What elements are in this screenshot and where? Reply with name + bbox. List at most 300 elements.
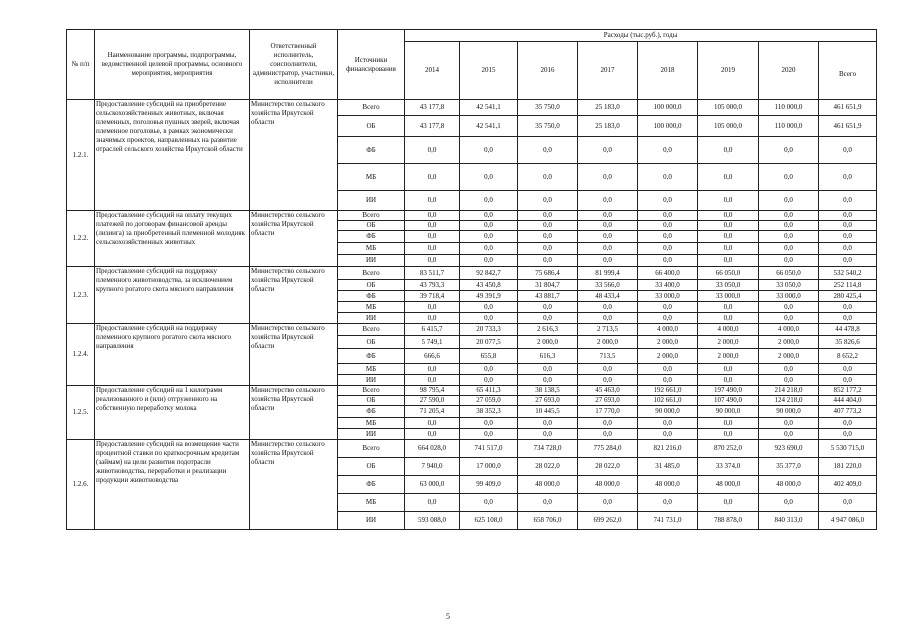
- amount-cell: 10 445,5: [518, 406, 578, 418]
- funding-source: ИИ: [338, 191, 405, 211]
- amount-cell: 0,0: [405, 313, 460, 324]
- amount-cell: 0,0: [405, 137, 460, 164]
- header-year: 2018: [638, 42, 698, 100]
- amount-cell: 43 177,8: [405, 100, 460, 116]
- amount-cell: 100 000,0: [638, 116, 698, 137]
- amount-cell: 27 693,0: [518, 396, 578, 406]
- amount-cell: 107 490,0: [698, 396, 759, 406]
- funding-source: ОБ: [338, 221, 405, 231]
- amount-cell: 0,0: [460, 429, 518, 440]
- funding-source: ИИ: [338, 313, 405, 324]
- amount-cell: 2 000,0: [518, 336, 578, 349]
- funding-source: ИИ: [338, 512, 405, 530]
- amount-cell: 741 731,0: [638, 512, 698, 530]
- amount-cell: 0,0: [405, 494, 460, 512]
- header-year: 2017: [578, 42, 638, 100]
- amount-cell: 0,0: [518, 243, 578, 255]
- amount-cell: 0,0: [460, 302, 518, 313]
- amount-cell: 666,6: [405, 349, 460, 364]
- responsible-executor: Министерство сельского хозяйства Иркутской области: [250, 267, 338, 324]
- measure-name: Предоставление субсидий на поддержку племенного крупного рогатого скота мясного направления: [95, 324, 250, 386]
- amount-cell: 734 728,0: [518, 440, 578, 458]
- amount-cell: 48 000,0: [578, 476, 638, 494]
- amount-cell: 0,0: [698, 191, 759, 211]
- total-cell: 461 651,9: [819, 116, 877, 137]
- amount-cell: 923 690,0: [759, 440, 819, 458]
- amount-cell: 2 000,0: [698, 336, 759, 349]
- amount-cell: 27 059,0: [460, 396, 518, 406]
- header-year: 2015: [460, 42, 518, 100]
- amount-cell: 0,0: [638, 375, 698, 386]
- amount-cell: 775 284,0: [578, 440, 638, 458]
- amount-cell: 0,0: [759, 429, 819, 440]
- amount-cell: 0,0: [518, 211, 578, 221]
- amount-cell: 31 485,0: [638, 458, 698, 476]
- amount-cell: 0,0: [405, 364, 460, 375]
- amount-cell: 0,0: [698, 313, 759, 324]
- amount-cell: 0,0: [759, 255, 819, 267]
- amount-cell: 0,0: [578, 375, 638, 386]
- amount-cell: 35 750,0: [518, 100, 578, 116]
- amount-cell: 0,0: [405, 243, 460, 255]
- funding-source: ФБ: [338, 291, 405, 302]
- amount-cell: 90 000,0: [759, 406, 819, 418]
- total-cell: 0,0: [819, 375, 877, 386]
- amount-cell: 33 000,0: [759, 291, 819, 302]
- header-num: № п/п: [67, 30, 95, 100]
- amount-cell: 48 000,0: [638, 476, 698, 494]
- amount-cell: 870 252,0: [698, 440, 759, 458]
- amount-cell: 33 566,0: [578, 280, 638, 291]
- funding-source: МБ: [338, 364, 405, 375]
- funding-source: Всего: [338, 100, 405, 116]
- amount-cell: 655,8: [460, 349, 518, 364]
- total-cell: 44 478,8: [819, 324, 877, 336]
- amount-cell: 25 183,0: [578, 100, 638, 116]
- total-cell: 461 651,9: [819, 100, 877, 116]
- amount-cell: 0,0: [638, 137, 698, 164]
- funding-source: МБ: [338, 418, 405, 429]
- measure-name: Предоставление субсидий на 1 килограмм реализованного и (или) отгруженного на собственную переработку молока: [95, 386, 250, 440]
- table-row: [67, 324, 877, 336]
- amount-cell: 0,0: [698, 231, 759, 243]
- measure-name: Предоставление субсидий на приобретение сельскохозяйственных животных, включая племенных, поголовья пушных зверей, включая племенное поголовье, в рамках экономически значимых проектов, направленных на развитие отраслей сельского хозяйства Иркутской области: [95, 100, 250, 211]
- amount-cell: 0,0: [578, 137, 638, 164]
- amount-cell: 48 433,4: [578, 291, 638, 302]
- amount-cell: 0,0: [638, 429, 698, 440]
- amount-cell: 48 000,0: [759, 476, 819, 494]
- amount-cell: 699 262,0: [578, 512, 638, 530]
- amount-cell: 0,0: [518, 302, 578, 313]
- amount-cell: 43 881,7: [518, 291, 578, 302]
- funding-source: МБ: [338, 243, 405, 255]
- amount-cell: 0,0: [578, 302, 638, 313]
- table-row: [67, 267, 877, 280]
- responsible-executor: Министерство сельского хозяйства Иркутской области: [250, 100, 338, 211]
- amount-cell: 110 000,0: [759, 100, 819, 116]
- amount-cell: 49 391,9: [460, 291, 518, 302]
- amount-cell: 63 000,0: [405, 476, 460, 494]
- amount-cell: 0,0: [405, 211, 460, 221]
- measure-name: Предоставление субсидий на оплату текущих платежей по договорам финансовой аренды (лизинга) за приобретенный племенной молодняк сельскохозяйственных животных: [95, 211, 250, 267]
- amount-cell: 840 313,0: [759, 512, 819, 530]
- amount-cell: 0,0: [405, 231, 460, 243]
- funding-source: ФБ: [338, 137, 405, 164]
- total-cell: 252 114,8: [819, 280, 877, 291]
- amount-cell: 27 693,0: [578, 396, 638, 406]
- total-cell: 852 177,2: [819, 386, 877, 396]
- amount-cell: 90 000,0: [698, 406, 759, 418]
- funding-source: ОБ: [338, 336, 405, 349]
- funding-source: ИИ: [338, 429, 405, 440]
- amount-cell: 0,0: [638, 243, 698, 255]
- table-row: [67, 386, 877, 396]
- amount-cell: 0,0: [405, 418, 460, 429]
- amount-cell: 39 718,4: [405, 291, 460, 302]
- amount-cell: 90 000,0: [638, 406, 698, 418]
- total-cell: 5 530 715,0: [819, 440, 877, 458]
- amount-cell: 0,0: [518, 255, 578, 267]
- amount-cell: 66 400,0: [638, 267, 698, 280]
- amount-cell: 42 541,1: [460, 100, 518, 116]
- total-cell: 35 826,6: [819, 336, 877, 349]
- amount-cell: 4 000,0: [759, 324, 819, 336]
- amount-cell: 0,0: [460, 191, 518, 211]
- total-cell: 407 773,2: [819, 406, 877, 418]
- amount-cell: 43 793,3: [405, 280, 460, 291]
- amount-cell: 0,0: [460, 255, 518, 267]
- amount-cell: 0,0: [518, 164, 578, 191]
- amount-cell: 2 000,0: [578, 336, 638, 349]
- budget-table: [66, 29, 877, 530]
- amount-cell: 0,0: [578, 231, 638, 243]
- amount-cell: 0,0: [518, 221, 578, 231]
- funding-source: ОБ: [338, 458, 405, 476]
- amount-cell: 28 022,0: [518, 458, 578, 476]
- total-cell: 0,0: [819, 137, 877, 164]
- total-cell: 0,0: [819, 231, 877, 243]
- funding-source: Всего: [338, 386, 405, 396]
- amount-cell: 0,0: [405, 255, 460, 267]
- funding-source: Всего: [338, 440, 405, 458]
- funding-source: ОБ: [338, 280, 405, 291]
- table-row: [67, 211, 877, 221]
- amount-cell: 0,0: [698, 429, 759, 440]
- amount-cell: 0,0: [759, 211, 819, 221]
- funding-source: ФБ: [338, 231, 405, 243]
- amount-cell: 0,0: [759, 221, 819, 231]
- amount-cell: 0,0: [578, 429, 638, 440]
- amount-cell: 0,0: [759, 191, 819, 211]
- amount-cell: 42 541,1: [460, 116, 518, 137]
- amount-cell: 0,0: [638, 364, 698, 375]
- amount-cell: 0,0: [759, 313, 819, 324]
- amount-cell: 0,0: [578, 364, 638, 375]
- amount-cell: 0,0: [460, 494, 518, 512]
- amount-cell: 0,0: [460, 364, 518, 375]
- amount-cell: 43 177,8: [405, 116, 460, 137]
- table-row: [67, 100, 877, 116]
- amount-cell: 2 000,0: [698, 349, 759, 364]
- amount-cell: 7 940,0: [405, 458, 460, 476]
- amount-cell: 0,0: [759, 418, 819, 429]
- funding-source: Всего: [338, 324, 405, 336]
- header-year: 2016: [518, 42, 578, 100]
- amount-cell: 664 028,0: [405, 440, 460, 458]
- amount-cell: 0,0: [460, 211, 518, 221]
- funding-source: ОБ: [338, 396, 405, 406]
- amount-cell: 0,0: [759, 302, 819, 313]
- amount-cell: 0,0: [638, 164, 698, 191]
- amount-cell: 124 218,0: [759, 396, 819, 406]
- total-cell: 0,0: [819, 255, 877, 267]
- amount-cell: 0,0: [460, 221, 518, 231]
- amount-cell: 25 183,0: [578, 116, 638, 137]
- funding-source: МБ: [338, 494, 405, 512]
- amount-cell: 0,0: [460, 164, 518, 191]
- page-number: 5: [446, 612, 450, 621]
- funding-source: ФБ: [338, 476, 405, 494]
- amount-cell: 0,0: [759, 243, 819, 255]
- row-index: 1.2.3.: [67, 267, 95, 324]
- amount-cell: 81 999,4: [578, 267, 638, 280]
- amount-cell: 20 733,3: [460, 324, 518, 336]
- amount-cell: 20 077,5: [460, 336, 518, 349]
- amount-cell: 43 450,8: [460, 280, 518, 291]
- amount-cell: 0,0: [405, 191, 460, 211]
- amount-cell: 2 000,0: [759, 349, 819, 364]
- amount-cell: 0,0: [518, 375, 578, 386]
- total-cell: 8 652,2: [819, 349, 877, 364]
- amount-cell: 0,0: [578, 494, 638, 512]
- amount-cell: 0,0: [578, 313, 638, 324]
- amount-cell: 45 463,0: [578, 386, 638, 396]
- amount-cell: 0,0: [460, 243, 518, 255]
- amount-cell: 71 205,4: [405, 406, 460, 418]
- funding-source: ОБ: [338, 116, 405, 137]
- table-body: [67, 100, 877, 530]
- amount-cell: 105 000,0: [698, 100, 759, 116]
- amount-cell: 31 804,7: [518, 280, 578, 291]
- amount-cell: 0,0: [578, 191, 638, 211]
- amount-cell: 788 878,0: [698, 512, 759, 530]
- amount-cell: 33 050,0: [759, 280, 819, 291]
- total-cell: 444 404,0: [819, 396, 877, 406]
- amount-cell: 4 000,0: [638, 324, 698, 336]
- amount-cell: 0,0: [638, 302, 698, 313]
- amount-cell: 0,0: [578, 211, 638, 221]
- amount-cell: 48 000,0: [518, 476, 578, 494]
- funding-source: ИИ: [338, 375, 405, 386]
- row-index: 1.2.1.: [67, 100, 95, 211]
- amount-cell: 35 750,0: [518, 116, 578, 137]
- amount-cell: 27 590,0: [405, 396, 460, 406]
- amount-cell: 0,0: [759, 494, 819, 512]
- amount-cell: 33 050,0: [698, 280, 759, 291]
- amount-cell: 0,0: [460, 313, 518, 324]
- amount-cell: 2 000,0: [638, 336, 698, 349]
- amount-cell: 4 000,0: [698, 324, 759, 336]
- amount-cell: 0,0: [578, 221, 638, 231]
- amount-cell: 2 616,3: [518, 324, 578, 336]
- amount-cell: 0,0: [518, 137, 578, 164]
- amount-cell: 0,0: [759, 231, 819, 243]
- amount-cell: 0,0: [638, 418, 698, 429]
- amount-cell: 616,3: [518, 349, 578, 364]
- header-responsible: Ответственный исполнитель, соисполнители, администратор, участники, исполнители: [250, 30, 338, 100]
- measure-name: Предоставление субсидий на поддержку племенного животноводства, за исключением крупного рогатого скота мясного направления: [95, 267, 250, 324]
- amount-cell: 102 661,0: [638, 396, 698, 406]
- row-index: 1.2.6.: [67, 440, 95, 530]
- amount-cell: 92 842,7: [460, 267, 518, 280]
- amount-cell: 0,0: [518, 418, 578, 429]
- total-cell: 0,0: [819, 302, 877, 313]
- funding-source: МБ: [338, 302, 405, 313]
- amount-cell: 0,0: [698, 302, 759, 313]
- funding-source: Всего: [338, 267, 405, 280]
- amount-cell: 0,0: [405, 221, 460, 231]
- amount-cell: 0,0: [405, 375, 460, 386]
- amount-cell: 0,0: [518, 494, 578, 512]
- amount-cell: 0,0: [518, 429, 578, 440]
- amount-cell: 0,0: [578, 243, 638, 255]
- amount-cell: 33 400,0: [638, 280, 698, 291]
- amount-cell: 713,5: [578, 349, 638, 364]
- amount-cell: 75 686,4: [518, 267, 578, 280]
- row-index: 1.2.2.: [67, 211, 95, 267]
- amount-cell: 0,0: [638, 255, 698, 267]
- measure-name: Предоставление субсидий на возмещение части процентной ставки по краткосрочным кредитам (займам) на цели развития подотрасли животноводства, переработки и реализации продукции животноводства: [95, 440, 250, 530]
- amount-cell: 0,0: [759, 375, 819, 386]
- total-cell: 280 425,4: [819, 291, 877, 302]
- amount-cell: 0,0: [405, 429, 460, 440]
- amount-cell: 0,0: [460, 418, 518, 429]
- total-cell: 0,0: [819, 429, 877, 440]
- amount-cell: 0,0: [759, 164, 819, 191]
- amount-cell: 99 409,0: [460, 476, 518, 494]
- funding-source: МБ: [338, 164, 405, 191]
- amount-cell: 2 000,0: [638, 349, 698, 364]
- funding-source: Всего: [338, 211, 405, 221]
- amount-cell: 658 706,0: [518, 512, 578, 530]
- amount-cell: 33 374,0: [698, 458, 759, 476]
- amount-cell: 17 000,0: [460, 458, 518, 476]
- header-total: Всего: [819, 42, 877, 100]
- amount-cell: 0,0: [405, 164, 460, 191]
- amount-cell: 33 000,0: [638, 291, 698, 302]
- funding-source: ИИ: [338, 255, 405, 267]
- amount-cell: 2 713,5: [578, 324, 638, 336]
- table-row: [67, 440, 877, 458]
- amount-cell: 105 000,0: [698, 116, 759, 137]
- amount-cell: 17 770,0: [578, 406, 638, 418]
- amount-cell: 192 661,0: [638, 386, 698, 396]
- total-cell: 0,0: [819, 418, 877, 429]
- amount-cell: 5 749,1: [405, 336, 460, 349]
- header-year: 2014: [405, 42, 460, 100]
- amount-cell: 0,0: [698, 243, 759, 255]
- amount-cell: 0,0: [759, 364, 819, 375]
- amount-cell: 38 352,3: [460, 406, 518, 418]
- amount-cell: 6 415,7: [405, 324, 460, 336]
- total-cell: 0,0: [819, 313, 877, 324]
- amount-cell: 821 216,0: [638, 440, 698, 458]
- amount-cell: 0,0: [698, 211, 759, 221]
- total-cell: 4 947 086,0: [819, 512, 877, 530]
- amount-cell: 0,0: [698, 221, 759, 231]
- amount-cell: 2 000,0: [759, 336, 819, 349]
- header-year: 2019: [698, 42, 759, 100]
- amount-cell: 98 795,4: [405, 386, 460, 396]
- amount-cell: 197 490,0: [698, 386, 759, 396]
- amount-cell: 0,0: [698, 364, 759, 375]
- total-cell: 532 540,2: [819, 267, 877, 280]
- amount-cell: 83 511,7: [405, 267, 460, 280]
- responsible-executor: Министерство сельского хозяйства Иркутской области: [250, 211, 338, 267]
- total-cell: 0,0: [819, 221, 877, 231]
- amount-cell: 214 218,0: [759, 386, 819, 396]
- amount-cell: 0,0: [638, 313, 698, 324]
- total-cell: 0,0: [819, 243, 877, 255]
- funding-source: ФБ: [338, 406, 405, 418]
- amount-cell: 625 108,0: [460, 512, 518, 530]
- amount-cell: 0,0: [638, 211, 698, 221]
- amount-cell: 0,0: [518, 364, 578, 375]
- total-cell: 0,0: [819, 364, 877, 375]
- amount-cell: 0,0: [460, 137, 518, 164]
- amount-cell: 35 377,0: [759, 458, 819, 476]
- amount-cell: 0,0: [698, 375, 759, 386]
- amount-cell: 110 000,0: [759, 116, 819, 137]
- amount-cell: 65 411,3: [460, 386, 518, 396]
- row-index: 1.2.5.: [67, 386, 95, 440]
- amount-cell: 0,0: [518, 231, 578, 243]
- total-cell: 0,0: [819, 211, 877, 221]
- amount-cell: 0,0: [405, 302, 460, 313]
- table-header: [67, 30, 877, 100]
- total-cell: 402 409,0: [819, 476, 877, 494]
- header-expenses: Расходы (тыс.руб.), годы: [405, 30, 877, 42]
- amount-cell: 38 138,5: [518, 386, 578, 396]
- responsible-executor: Министерство сельского хозяйства Иркутской области: [250, 386, 338, 440]
- funding-source: ФБ: [338, 349, 405, 364]
- responsible-executor: Министерство сельского хозяйства Иркутской области: [250, 324, 338, 386]
- amount-cell: 0,0: [578, 255, 638, 267]
- amount-cell: 0,0: [638, 494, 698, 512]
- amount-cell: 33 000,0: [698, 291, 759, 302]
- responsible-executor: Министерство сельского хозяйства Иркутской области: [250, 440, 338, 530]
- amount-cell: 741 517,0: [460, 440, 518, 458]
- amount-cell: 0,0: [460, 231, 518, 243]
- amount-cell: 100 000,0: [638, 100, 698, 116]
- amount-cell: 0,0: [638, 191, 698, 211]
- total-cell: 0,0: [819, 164, 877, 191]
- amount-cell: 0,0: [638, 221, 698, 231]
- amount-cell: 66 050,0: [698, 267, 759, 280]
- amount-cell: 0,0: [698, 164, 759, 191]
- header-year: 2020: [759, 42, 819, 100]
- total-cell: 0,0: [819, 494, 877, 512]
- amount-cell: 0,0: [460, 375, 518, 386]
- amount-cell: 0,0: [698, 255, 759, 267]
- header-source: Источники финансирования: [338, 30, 405, 100]
- total-cell: 0,0: [819, 191, 877, 211]
- amount-cell: 0,0: [518, 191, 578, 211]
- amount-cell: 48 000,0: [698, 476, 759, 494]
- amount-cell: 66 050,0: [759, 267, 819, 280]
- amount-cell: 0,0: [759, 137, 819, 164]
- amount-cell: 28 022,0: [578, 458, 638, 476]
